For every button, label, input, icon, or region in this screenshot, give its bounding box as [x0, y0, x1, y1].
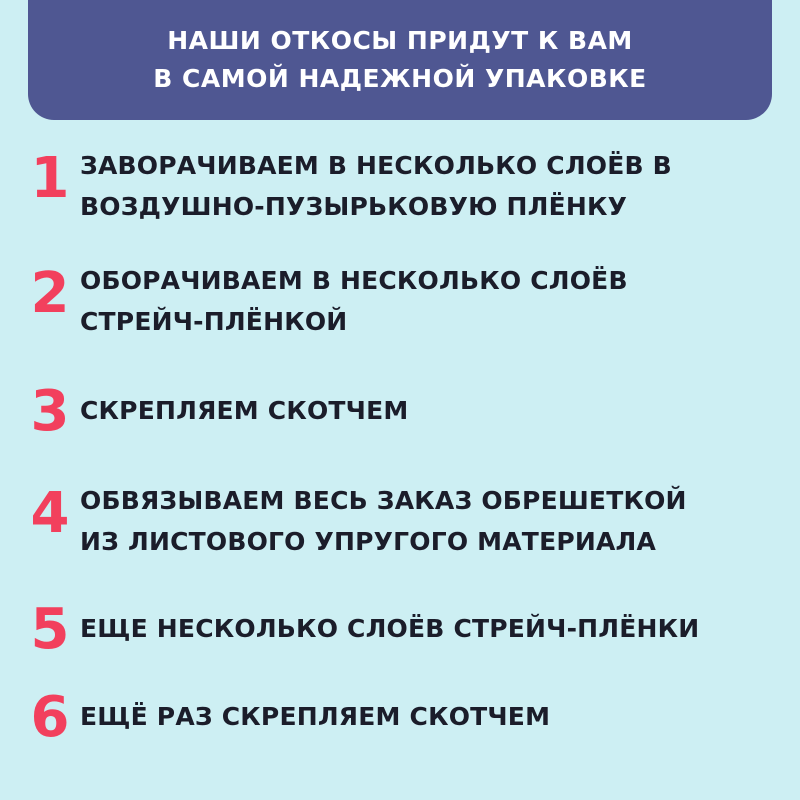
- step-text-3: [80, 390, 780, 431]
- step-text-2-line-2: СТРЕЙЧ-ПЛЁНКОЙ: [80, 307, 348, 336]
- step-text-5-line-1: ЕЩЕ НЕСКОЛЬКО СЛОЁВ СТРЕЙЧ-ПЛЁНКИ: [80, 614, 700, 643]
- step-number-2: 2: [30, 261, 70, 326]
- step-text-2-line-1: ОБОРАЧИВАЕМ В НЕСКОЛЬКО СЛОЁВ: [80, 266, 628, 295]
- step-number-1: 1: [30, 146, 70, 211]
- step-text-3-line-1: СКРЕПЛЯЕМ СКОТЧЕМ: [80, 396, 409, 425]
- step-text-1-line-2: ВОЗДУШНО-ПУЗЫРЬКОВУЮ ПЛЁНКУ: [80, 192, 628, 221]
- step-number-3: 3: [30, 379, 70, 444]
- step-text-6-line-1: ЕЩЁ РАЗ СКРЕПЛЯЕМ СКОТЧЕМ: [80, 702, 551, 731]
- step-text-4: [80, 480, 780, 562]
- step-text-4-line-2: ИЗ ЛИСТОВОГО УПРУГОГО МАТЕРИАЛА: [80, 527, 657, 556]
- step-number-6: 6: [30, 685, 70, 750]
- step-text-2: [80, 260, 780, 342]
- step-text-1-line-1: ЗАВОРАЧИВАЕМ В НЕСКОЛЬКО СЛОЁВ В: [80, 151, 672, 180]
- step-number-4: 4: [30, 481, 70, 546]
- step-number-5: 5: [30, 597, 70, 662]
- header-title-line-2: В САМОЙ НАДЕЖНОЙ УПАКОВКЕ: [153, 64, 647, 93]
- step-text-6: [80, 696, 780, 737]
- header-title-line-1: НАШИ ОТКОСЫ ПРИДУТ К ВАМ: [167, 26, 633, 55]
- step-text-5: [80, 608, 780, 649]
- step-text-1: [80, 145, 780, 227]
- step-text-4-line-1: ОБВЯЗЫВАЕМ ВЕСЬ ЗАКАЗ ОБРЕШЕТКОЙ: [80, 486, 687, 515]
